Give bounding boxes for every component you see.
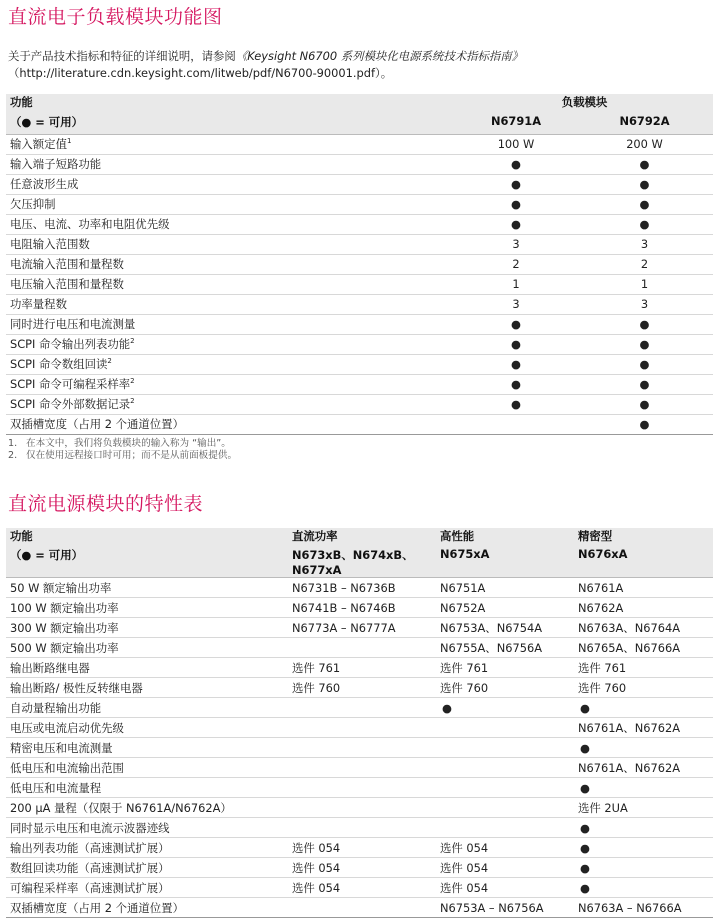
dc-power-models: N673xB、N674xB、N677xA	[292, 548, 414, 577]
value-n6791a: 3	[456, 294, 576, 314]
value-high-performance	[436, 758, 574, 778]
feature-label	[6, 254, 456, 274]
value-precision: ●	[574, 878, 713, 898]
high-performance-models: N675xA	[440, 547, 490, 561]
value-n6792a: ●	[576, 194, 713, 214]
dc-power-header: 直流功率	[292, 529, 338, 543]
feature-label	[6, 134, 456, 154]
value-n6791a: ●	[456, 174, 576, 194]
value-high-performance: 选件 760	[436, 678, 574, 698]
value-dc-power	[288, 818, 436, 838]
table-row	[6, 718, 713, 738]
feature-label: 精密电压和电流测量	[6, 738, 288, 758]
value-high-performance: 选件 054	[436, 878, 574, 898]
value-dc-power	[288, 718, 436, 738]
value-dc-power	[288, 698, 436, 718]
feature-label: 500 W 额定输出功率	[6, 638, 288, 658]
value-dc-power: 选件 760	[288, 678, 436, 698]
power-module-section-title: 直流电源模块的特性表	[8, 493, 204, 515]
value-n6792a: ●	[576, 414, 713, 434]
value-high-performance: N6752A	[436, 598, 574, 618]
value-high-performance: N6753A – N6756A	[436, 898, 574, 918]
table-row	[6, 334, 713, 354]
value-n6791a: ●	[456, 154, 576, 174]
value-high-performance	[436, 718, 574, 738]
table-row	[6, 738, 713, 758]
precision-header: 精密型	[578, 529, 613, 543]
table-row	[6, 578, 713, 598]
feature-label-text: 电压输入范围和量程数	[10, 277, 124, 291]
value-n6792a: ●	[576, 354, 713, 374]
value-n6791a: ●	[456, 334, 576, 354]
table-row	[6, 658, 713, 678]
value-n6792a: 3	[576, 234, 713, 254]
value-n6791a: ●	[456, 214, 576, 234]
feature-label-text: 功率量程数	[10, 297, 67, 311]
feature-label	[6, 414, 456, 434]
value-dc-power: N6731B – N6736B	[288, 578, 436, 598]
function-header: 功能	[10, 529, 33, 543]
value-high-performance: 选件 761	[436, 658, 574, 678]
feature-label	[6, 194, 456, 214]
table-row	[6, 394, 713, 414]
table-row	[6, 414, 713, 434]
value-dc-power: N6741B – N6746B	[288, 598, 436, 618]
value-high-performance	[436, 818, 574, 838]
footnote-1: 1. 在本文中，我们将负载模块的输入称为 “输出”。	[8, 438, 231, 449]
feature-label: 可编程采样率（高速测试扩展）	[6, 878, 288, 898]
value-n6792a: ●	[576, 374, 713, 394]
footnote-ref: 2	[130, 397, 135, 406]
value-n6792a: 1	[576, 274, 713, 294]
table-row	[6, 818, 713, 838]
value-dc-power	[288, 778, 436, 798]
value-n6791a: ●	[456, 194, 576, 214]
value-precision: N6765A、N6766A	[574, 638, 713, 658]
value-precision: N6761A、N6762A	[574, 758, 713, 778]
value-dc-power: 选件 761	[288, 658, 436, 678]
value-high-performance	[436, 778, 574, 798]
table-row	[6, 154, 713, 174]
value-n6792a: ●	[576, 214, 713, 234]
feature-label	[6, 354, 456, 374]
value-n6791a: 3	[456, 234, 576, 254]
table-row	[6, 374, 713, 394]
feature-label: 输出断路/ 极性反转继电器	[6, 678, 288, 698]
value-n6792a: ●	[576, 394, 713, 414]
feature-label	[6, 294, 456, 314]
feature-label	[6, 214, 456, 234]
feature-label-text: 电阻输入范围数	[10, 237, 90, 251]
feature-label-text: 任意波形生成	[10, 177, 79, 191]
feature-label-text: 电流输入范围和量程数	[10, 257, 124, 271]
value-dc-power: N6773A – N6777A	[288, 618, 436, 638]
feature-label: 200 μA 量程（仅限于 N6761A/N6762A）	[6, 798, 288, 818]
value-precision: N6761A	[574, 578, 713, 598]
value-dc-power: 选件 054	[288, 838, 436, 858]
footnote-2: 2. 仅在使用远程接口时可用；而不是从前面板提供。	[8, 450, 238, 461]
value-high-performance	[436, 798, 574, 818]
value-high-performance: ●	[436, 698, 574, 718]
feature-label	[6, 154, 456, 174]
load-module-header: 负载模块	[561, 95, 608, 109]
table-row	[6, 598, 713, 618]
footnote-ref: 2	[130, 337, 135, 346]
feature-label-text: SCPI 命令可编程采样率	[10, 377, 131, 391]
value-precision: ●	[574, 698, 713, 718]
value-high-performance	[436, 738, 574, 758]
feature-label: 自动量程输出功能	[6, 698, 288, 718]
feature-label	[6, 274, 456, 294]
load-module-feature-table	[6, 94, 713, 435]
value-n6791a: ●	[456, 374, 576, 394]
feature-label: 300 W 额定输出功率	[6, 618, 288, 638]
value-dc-power	[288, 638, 436, 658]
value-n6792a: ●	[576, 154, 713, 174]
intro-paragraph	[8, 48, 712, 82]
value-high-performance: 选件 054	[436, 858, 574, 878]
availability-legend: （● = 可用）	[10, 548, 83, 562]
table-row	[6, 778, 713, 798]
value-dc-power	[288, 898, 436, 918]
table-row	[6, 234, 713, 254]
feature-label: 同时显示电压和电流示波器迹线	[6, 818, 288, 838]
table-row	[6, 698, 713, 718]
value-high-performance: N6751A	[436, 578, 574, 598]
table-row	[6, 254, 713, 274]
value-precision: 选件 760	[574, 678, 713, 698]
value-n6791a: 100 W	[456, 134, 576, 154]
value-precision: ●	[574, 838, 713, 858]
feature-label	[6, 394, 456, 414]
footnote-ref: 2	[130, 377, 135, 386]
value-n6791a: 2	[456, 254, 576, 274]
value-precision: ●	[574, 818, 713, 838]
table-row	[6, 758, 713, 778]
value-n6792a: 2	[576, 254, 713, 274]
feature-label-text: 输入端子短路功能	[10, 157, 102, 171]
col-n6791a: N6791A	[490, 114, 542, 128]
table-row	[6, 274, 713, 294]
value-n6791a: ●	[456, 394, 576, 414]
power-module-feature-table	[6, 528, 713, 918]
value-n6792a: ●	[576, 174, 713, 194]
table-row	[6, 354, 713, 374]
value-precision: ●	[574, 858, 713, 878]
feature-label: 低电压和电流输出范围	[6, 758, 288, 778]
feature-label-text: SCPI 命令数组回读	[10, 357, 108, 371]
feature-label-text: SCPI 命令输出列表功能	[10, 337, 131, 351]
feature-label	[6, 334, 456, 354]
feature-label-text: 电压、电流、功率和电阻优先级	[10, 217, 170, 231]
value-high-performance: N6755A、N6756A	[436, 638, 574, 658]
table-row	[6, 194, 713, 214]
value-n6792a: ●	[576, 334, 713, 354]
intro-text: 关于产品技术指标和特征的详细说明，请参阅	[8, 49, 236, 63]
table-row	[6, 174, 713, 194]
load-module-section-title: 直流电子负载模块功能图	[8, 6, 223, 28]
feature-label	[6, 374, 456, 394]
value-dc-power	[288, 758, 436, 778]
footnotes	[8, 438, 237, 462]
feature-label: 数组回读功能（高速测试扩展）	[6, 858, 288, 878]
value-high-performance: N6753A、N6754A	[436, 618, 574, 638]
value-n6791a: ●	[456, 354, 576, 374]
value-precision: 选件 2UA	[574, 798, 713, 818]
feature-label: 100 W 额定输出功率	[6, 598, 288, 618]
value-n6791a	[456, 414, 576, 434]
value-precision: ●	[574, 778, 713, 798]
spec-guide-url[interactable]: （http://literature.cdn.keysight.com/litweb/pdf/N6700-90001.pdf）。	[8, 66, 393, 80]
availability-legend: （● = 可用）	[10, 115, 83, 129]
feature-label: 电压或电流启动优先级	[6, 718, 288, 738]
feature-label: 低电压和电流量程	[6, 778, 288, 798]
feature-label-text: 欠压抑制	[10, 197, 56, 211]
feature-label	[6, 234, 456, 254]
feature-label-text: 输入额定值	[10, 137, 67, 151]
feature-label	[6, 174, 456, 194]
feature-label: 输出断路继电器	[6, 658, 288, 678]
table-row	[6, 294, 713, 314]
table-row	[6, 314, 713, 334]
col-n6792a: N6792A	[619, 114, 670, 128]
value-precision: N6761A、N6762A	[574, 718, 713, 738]
spec-guide-title: 《Keysight N6700 系列模块化电源系统技术指标指南》	[235, 49, 524, 63]
value-n6791a: ●	[456, 314, 576, 334]
table-row	[6, 214, 713, 234]
table-row	[6, 838, 713, 858]
high-performance-header: 高性能	[440, 529, 475, 543]
function-header: 功能	[10, 95, 33, 109]
feature-label-text: 同时进行电压和电流测量	[10, 317, 136, 331]
footnote-ref: 2	[107, 357, 112, 366]
footnote-ref: 1	[66, 137, 72, 146]
value-n6791a: 1	[456, 274, 576, 294]
feature-label	[6, 314, 456, 334]
feature-label-text: SCPI 命令外部数据记录	[10, 397, 131, 411]
value-precision: N6763A – N6766A	[574, 898, 713, 918]
table-row	[6, 618, 713, 638]
table-row	[6, 678, 713, 698]
feature-label: 输出列表功能（高速测试扩展）	[6, 838, 288, 858]
value-high-performance: 选件 054	[436, 838, 574, 858]
value-dc-power	[288, 798, 436, 818]
table-row	[6, 878, 713, 898]
value-precision: 选件 761	[574, 658, 713, 678]
feature-label-text: 双插槽宽度（占用 2 个通道位置）	[10, 417, 184, 431]
table-row	[6, 638, 713, 658]
table-row	[6, 898, 713, 918]
value-n6792a: 3	[576, 294, 713, 314]
value-n6792a: ●	[576, 314, 713, 334]
value-precision: ●	[574, 738, 713, 758]
table-row	[6, 858, 713, 878]
value-dc-power: 选件 054	[288, 878, 436, 898]
precision-models: N676xA	[578, 547, 628, 561]
value-precision: N6763A、N6764A	[574, 618, 713, 638]
table-row	[6, 798, 713, 818]
value-n6792a: 200 W	[576, 134, 713, 154]
value-dc-power: 选件 054	[288, 858, 436, 878]
feature-label: 50 W 额定输出功率	[6, 578, 288, 598]
value-precision: N6762A	[574, 598, 713, 618]
table-row	[6, 134, 713, 154]
value-dc-power	[288, 738, 436, 758]
feature-label: 双插槽宽度（占用 2 个通道位置）	[6, 898, 288, 918]
